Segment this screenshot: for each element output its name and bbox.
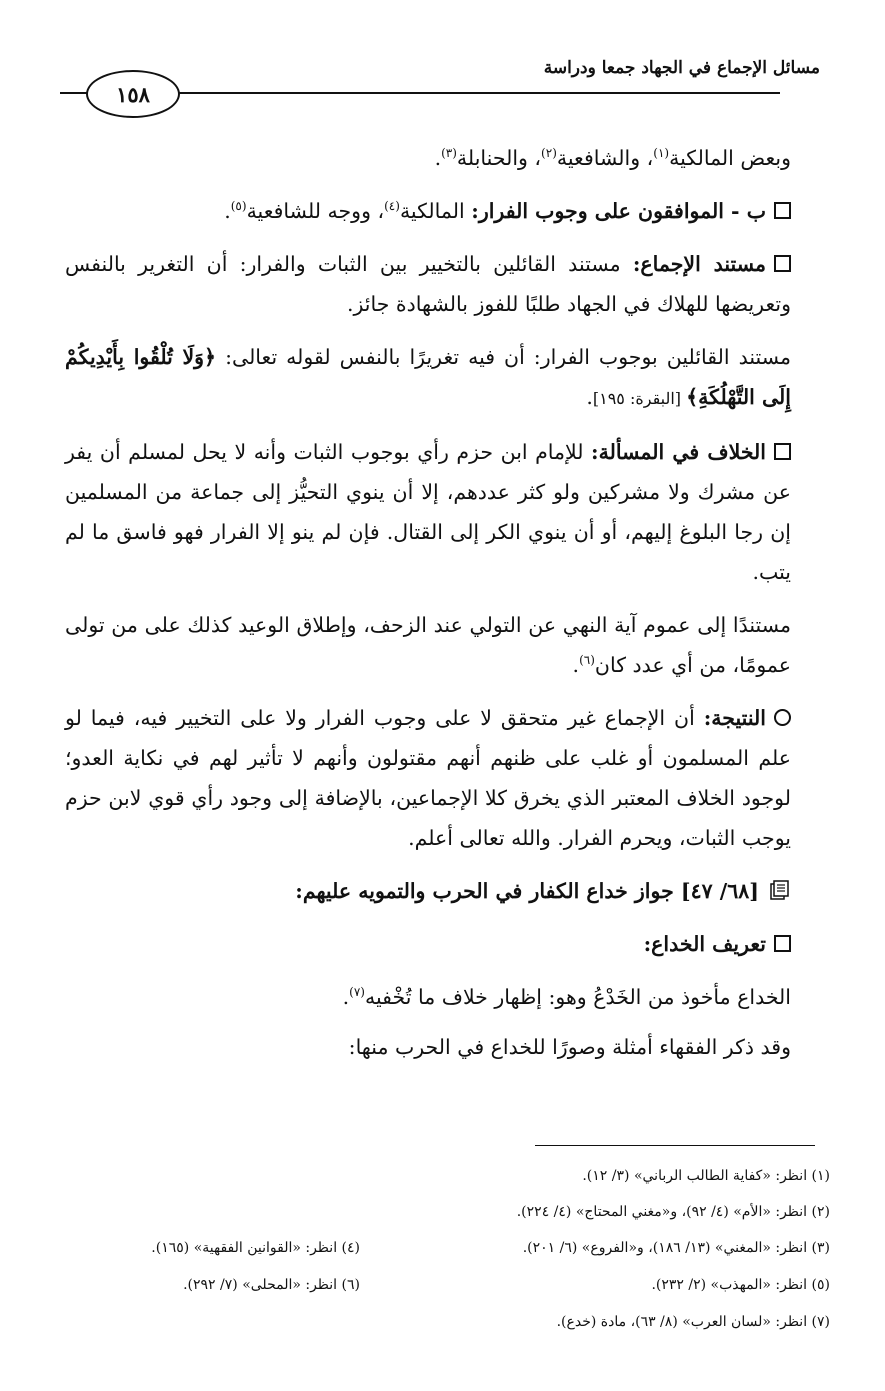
footnote-ref: (١): [653, 146, 670, 161]
body-text: [65, 138, 821, 1080]
square-bullet-icon: [774, 443, 791, 460]
footnote-6: (٦) انظر: «المحلى» (٧/ ٢٩٢).: [183, 1277, 360, 1293]
quran-verse: ﴿وَلَا تُلْقُوا بِأَيْدِيكُمْ إِلَى التَّهْلُكَةِ﴾: [65, 345, 791, 409]
section-lead: الخلاف في المسألة:: [591, 440, 766, 464]
footnote-3: (٣) انظر: «المغني» (١٣/ ١٨٦)، و«الفروع» (٦/ ٢٠١).: [522, 1240, 830, 1256]
text-span: .: [224, 199, 231, 223]
text-span: ، ووجه للشافعية: [246, 199, 385, 223]
document-stack-icon: [769, 879, 791, 901]
square-bullet-icon: [774, 202, 791, 219]
text-span: .: [342, 985, 350, 1009]
text-span: .: [434, 146, 442, 170]
paragraph: [65, 432, 821, 592]
paragraph: [65, 698, 821, 858]
footnote-4: (٤) انظر: «القوانين الفقهية» (١٦٥).: [151, 1240, 360, 1256]
footnote-ref: (٧): [349, 985, 365, 1000]
text-span: .: [586, 385, 593, 409]
paragraph: [65, 1027, 821, 1067]
running-header: [60, 52, 820, 132]
section-lead: النتيجة:: [703, 706, 766, 730]
footnote-2: (٢) انظر: «الأم» (٤/ ٩٢)، و«مغني المحتاج» (٤/ ٢٢٤).: [516, 1204, 830, 1220]
verse-reference: [البقرة: ١٩٥]: [592, 389, 687, 408]
footnote-ref: (٦): [579, 653, 595, 668]
page-number: ١٥٨: [116, 81, 150, 107]
footnote-5: (٥) انظر: «المهذب» (٢/ ٢٣٢).: [651, 1277, 830, 1293]
footnote-7: (٧) انظر: «لسان العرب» (٨/ ٦٣)، مادة (خدع).: [556, 1314, 830, 1330]
footnote-rule: [535, 1145, 815, 1146]
footnote-ref: (٢): [541, 146, 557, 161]
text-span: ، والشافعية: [556, 146, 654, 170]
footnote-ref: (٤): [384, 199, 400, 214]
section-lead: مستند الإجماع:: [632, 252, 767, 276]
text-span: .: [572, 653, 580, 677]
text-span: وبعض المالكية: [669, 146, 791, 170]
section-lead: تعريف الخداع:: [643, 932, 766, 956]
square-bullet-icon: [774, 255, 791, 272]
paragraph: [65, 138, 821, 178]
text-span: أن الإجماع غير متحقق لا على وجوب الفرار ولا على التخيير فيه، فيما لو علم المسلمون أو غلب على ظنهم أنهم مقتولون وأنهم لا تأثير لهم في نكاية العدو؛ لوجود الخلاف المعتبر الذي يخرق كلا الإجماعين، بالإضافة إلى وجود رأي قوي لابن حزم يوجب الثبات، ويحرم الفرار. والله تعالى أعلم.: [65, 706, 791, 850]
text-span: ، والحنابلة: [456, 146, 542, 170]
text-span: مستند القائلين بالتخيير بين الثبات والفرار: أن التغرير بالنفس وتعريضها للهلاك في الجهاد طلبًا للفوز بالشهادة جائز.: [65, 252, 791, 316]
issue-heading: [٦٨/ ٤٧] جواز خداع الكفار في الحرب والتمويه عليهم:: [295, 879, 759, 903]
footnote-ref: (٥): [230, 199, 247, 214]
paragraph: [65, 871, 821, 911]
square-bullet-icon: [774, 935, 791, 952]
footnote-ref: (٣): [441, 146, 457, 161]
paragraph: [65, 924, 821, 964]
text-span: وقد ذكر الفقهاء أمثلة وصورًا للخداع في الحرب منها:: [348, 1035, 791, 1059]
paragraph: [65, 244, 821, 324]
text-span: مستندًا إلى عموم آية النهي عن التولي عند الزحف، وإطلاق الوعيد كذلك على من تولى عمومًا، من أي عدد كان: [65, 613, 791, 677]
book-title: مسائل الإجماع في الجهاد جمعا ودراسة: [543, 58, 820, 78]
page-number-oval: [86, 70, 180, 118]
paragraph: [65, 605, 821, 685]
text-span: للإمام ابن حزم رأي بوجوب الثبات وأنه لا يحل لمسلم أن يفر عن مشرك ولا مشركين ولو كثر عددهم، إلا أن ينوي التحيُّز إلى جماعة من المسلمين إن رجا البلوغ إليهم، أو أن ينوي الكر إلى القتال. فإن لم ينو إلا الفرار فهو فاسق ما لم يتب.: [65, 440, 791, 584]
paragraph: [65, 977, 821, 1017]
text-span: مستند القائلين بوجوب الفرار: أن فيه تغريرًا بالنفس لقوله تعالى:: [216, 345, 791, 369]
footnote-1: (١) انظر: «كفاية الطالب الرباني» (٣/ ١٢).: [582, 1168, 830, 1184]
circle-bullet-icon: [774, 709, 791, 726]
paragraph: [65, 191, 821, 231]
text-span: المالكية: [399, 199, 472, 223]
text-span: الخداع مأخوذ من الخَدْعُ وهو: إظهار خلاف ما تُخْفيه: [364, 985, 791, 1009]
section-lead: ب - الموافقون على وجوب الفرار:: [471, 199, 766, 223]
paragraph: [65, 337, 821, 419]
